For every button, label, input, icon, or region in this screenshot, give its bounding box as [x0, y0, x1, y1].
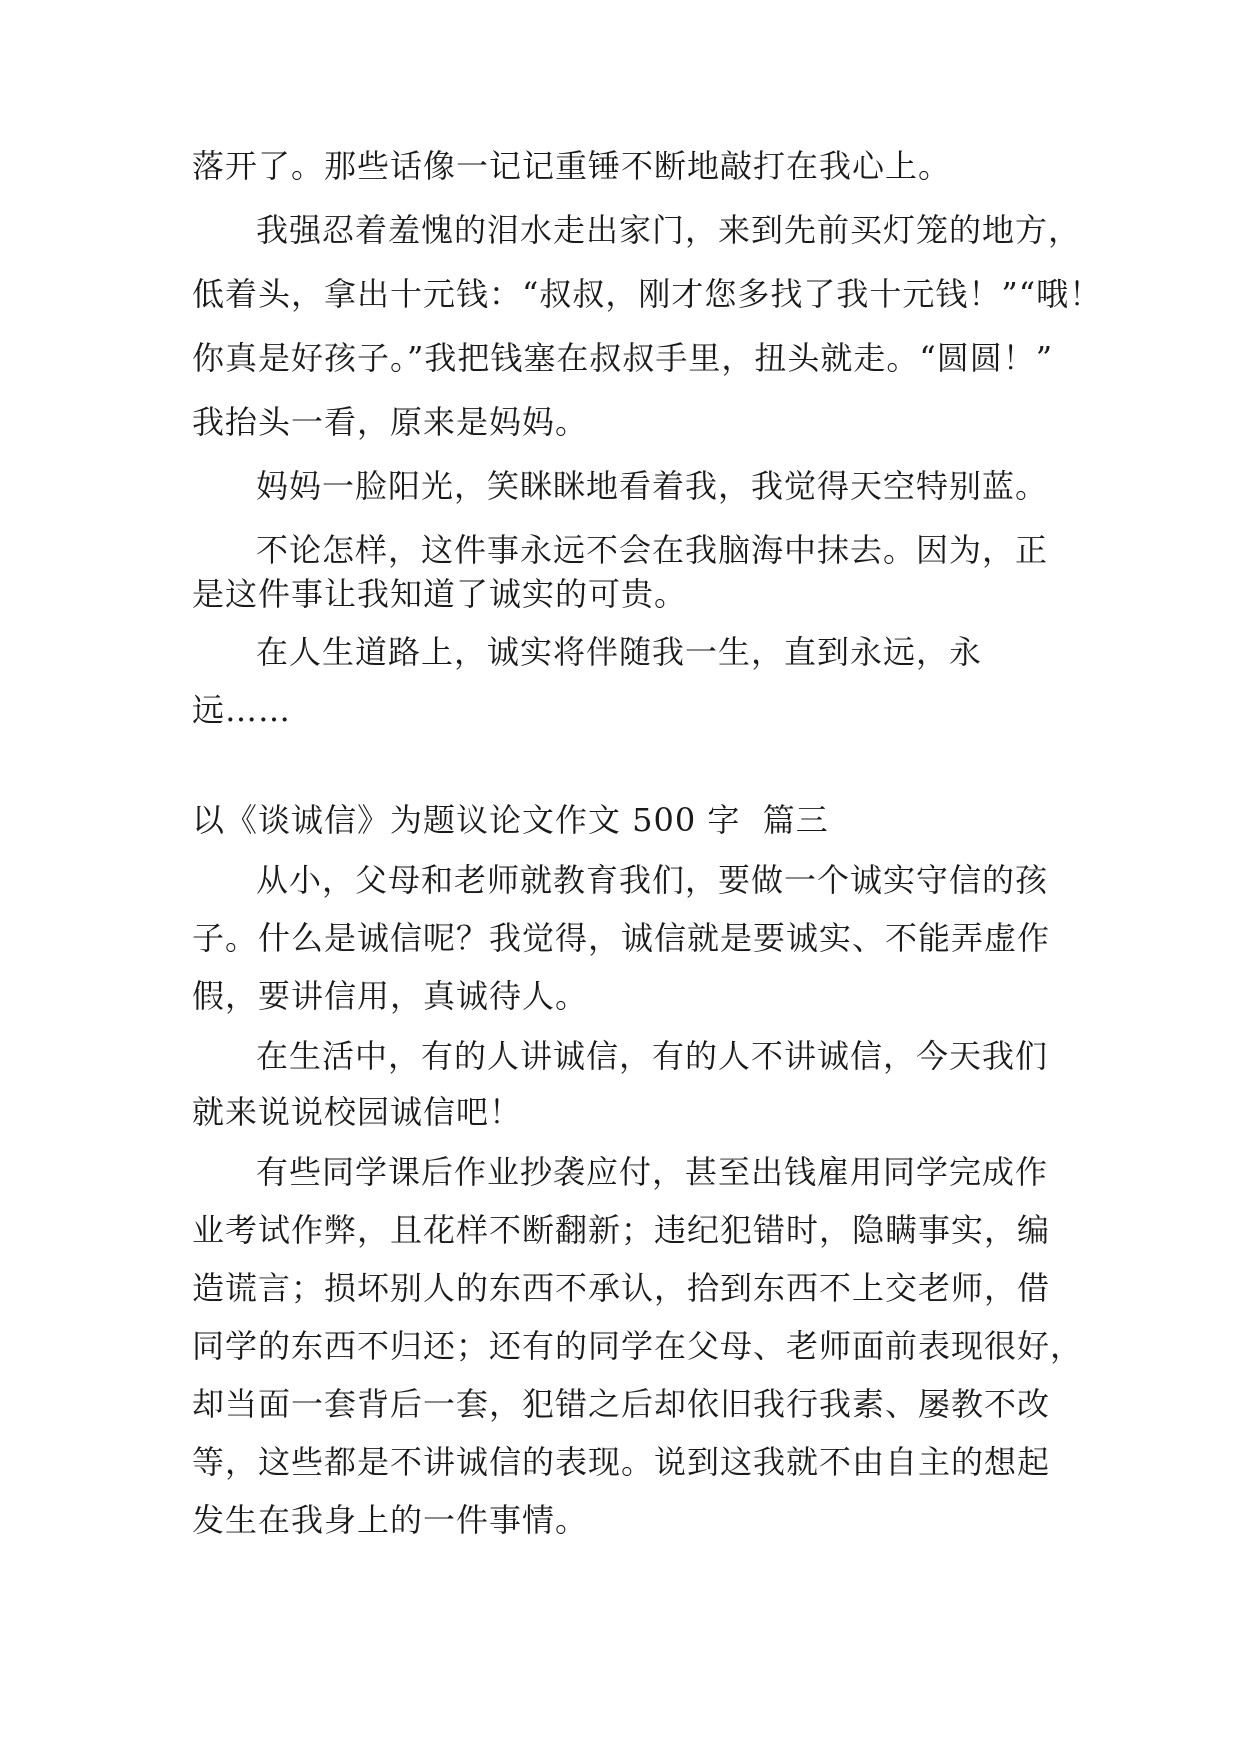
text-line: 子。什么是诚信呢？我觉得，诚信就是要诚实、不能弄虚作 — [192, 919, 1051, 957]
text-line: 就来说说校园诚信吧！ — [192, 1093, 523, 1131]
paragraph-first-line: 在生活中，有的人讲诚信，有的人不讲诚信，今天我们 — [256, 1037, 1049, 1075]
paragraph-first-line: 从小，父母和老师就教育我们，要做一个诚实守信的孩 — [256, 861, 1049, 899]
text-line: 却当面一套背后一套，犯错之后却依旧我行我素、屡教不改 — [192, 1385, 1051, 1423]
paragraph-first-line: 妈妈一脸阳光，笑眯眯地看着我，我觉得天空特别蓝。 — [256, 467, 1049, 505]
text-line: 我抬头一看，原来是妈妈。 — [192, 403, 589, 441]
text-line: 造谎言；损坏别人的东西不承认，拾到东西不上交老师，借 — [192, 1269, 1051, 1307]
paragraph-first-line: 在人生道路上，诚实将伴随我一生，直到永远，永 — [256, 633, 983, 671]
text-line: 你真是好孩子。”我把钱塞在叔叔手里，扭头就走。“圆圆！” — [192, 339, 1054, 377]
text-line: 等，这些都是不讲诚信的表现。说到这我就不由自主的想起 — [192, 1443, 1051, 1481]
text-line: 是这件事让我知道了诚实的可贵。 — [192, 575, 688, 613]
text-line: 同学的东西不归还；还有的同学在父母、老师面前表现很好， — [192, 1327, 1084, 1365]
text-line: 假，要讲信用，真诚待人。 — [192, 977, 589, 1015]
paragraph-first-line: 有些同学课后作业抄袭应付，甚至出钱雇用同学完成作 — [256, 1153, 1049, 1191]
section-heading: 以《谈诚信》为题议论文作文 500 字 篇三 — [192, 801, 829, 839]
text-line: 业考试作弊，且花样不断翻新；违纪犯错时，隐瞒事实，编 — [192, 1211, 1051, 1249]
text-line: 远…… — [192, 691, 292, 729]
paragraph-first-line: 不论怎样，这件事永远不会在我脑海中抹去。因为，正 — [256, 531, 1049, 569]
text-line: 低着头，拿出十元钱：“叔叔，刚才您多找了我十元钱！”“哦！ — [192, 275, 1103, 313]
paragraph-first-line: 我强忍着羞愧的泪水走出家门，来到先前买灯笼的地方， — [256, 211, 1082, 249]
text-line: 落开了。那些话像一记记重锤不断地敲打在我心上。 — [192, 147, 952, 185]
text-line: 发生在我身上的一件事情。 — [192, 1501, 589, 1539]
